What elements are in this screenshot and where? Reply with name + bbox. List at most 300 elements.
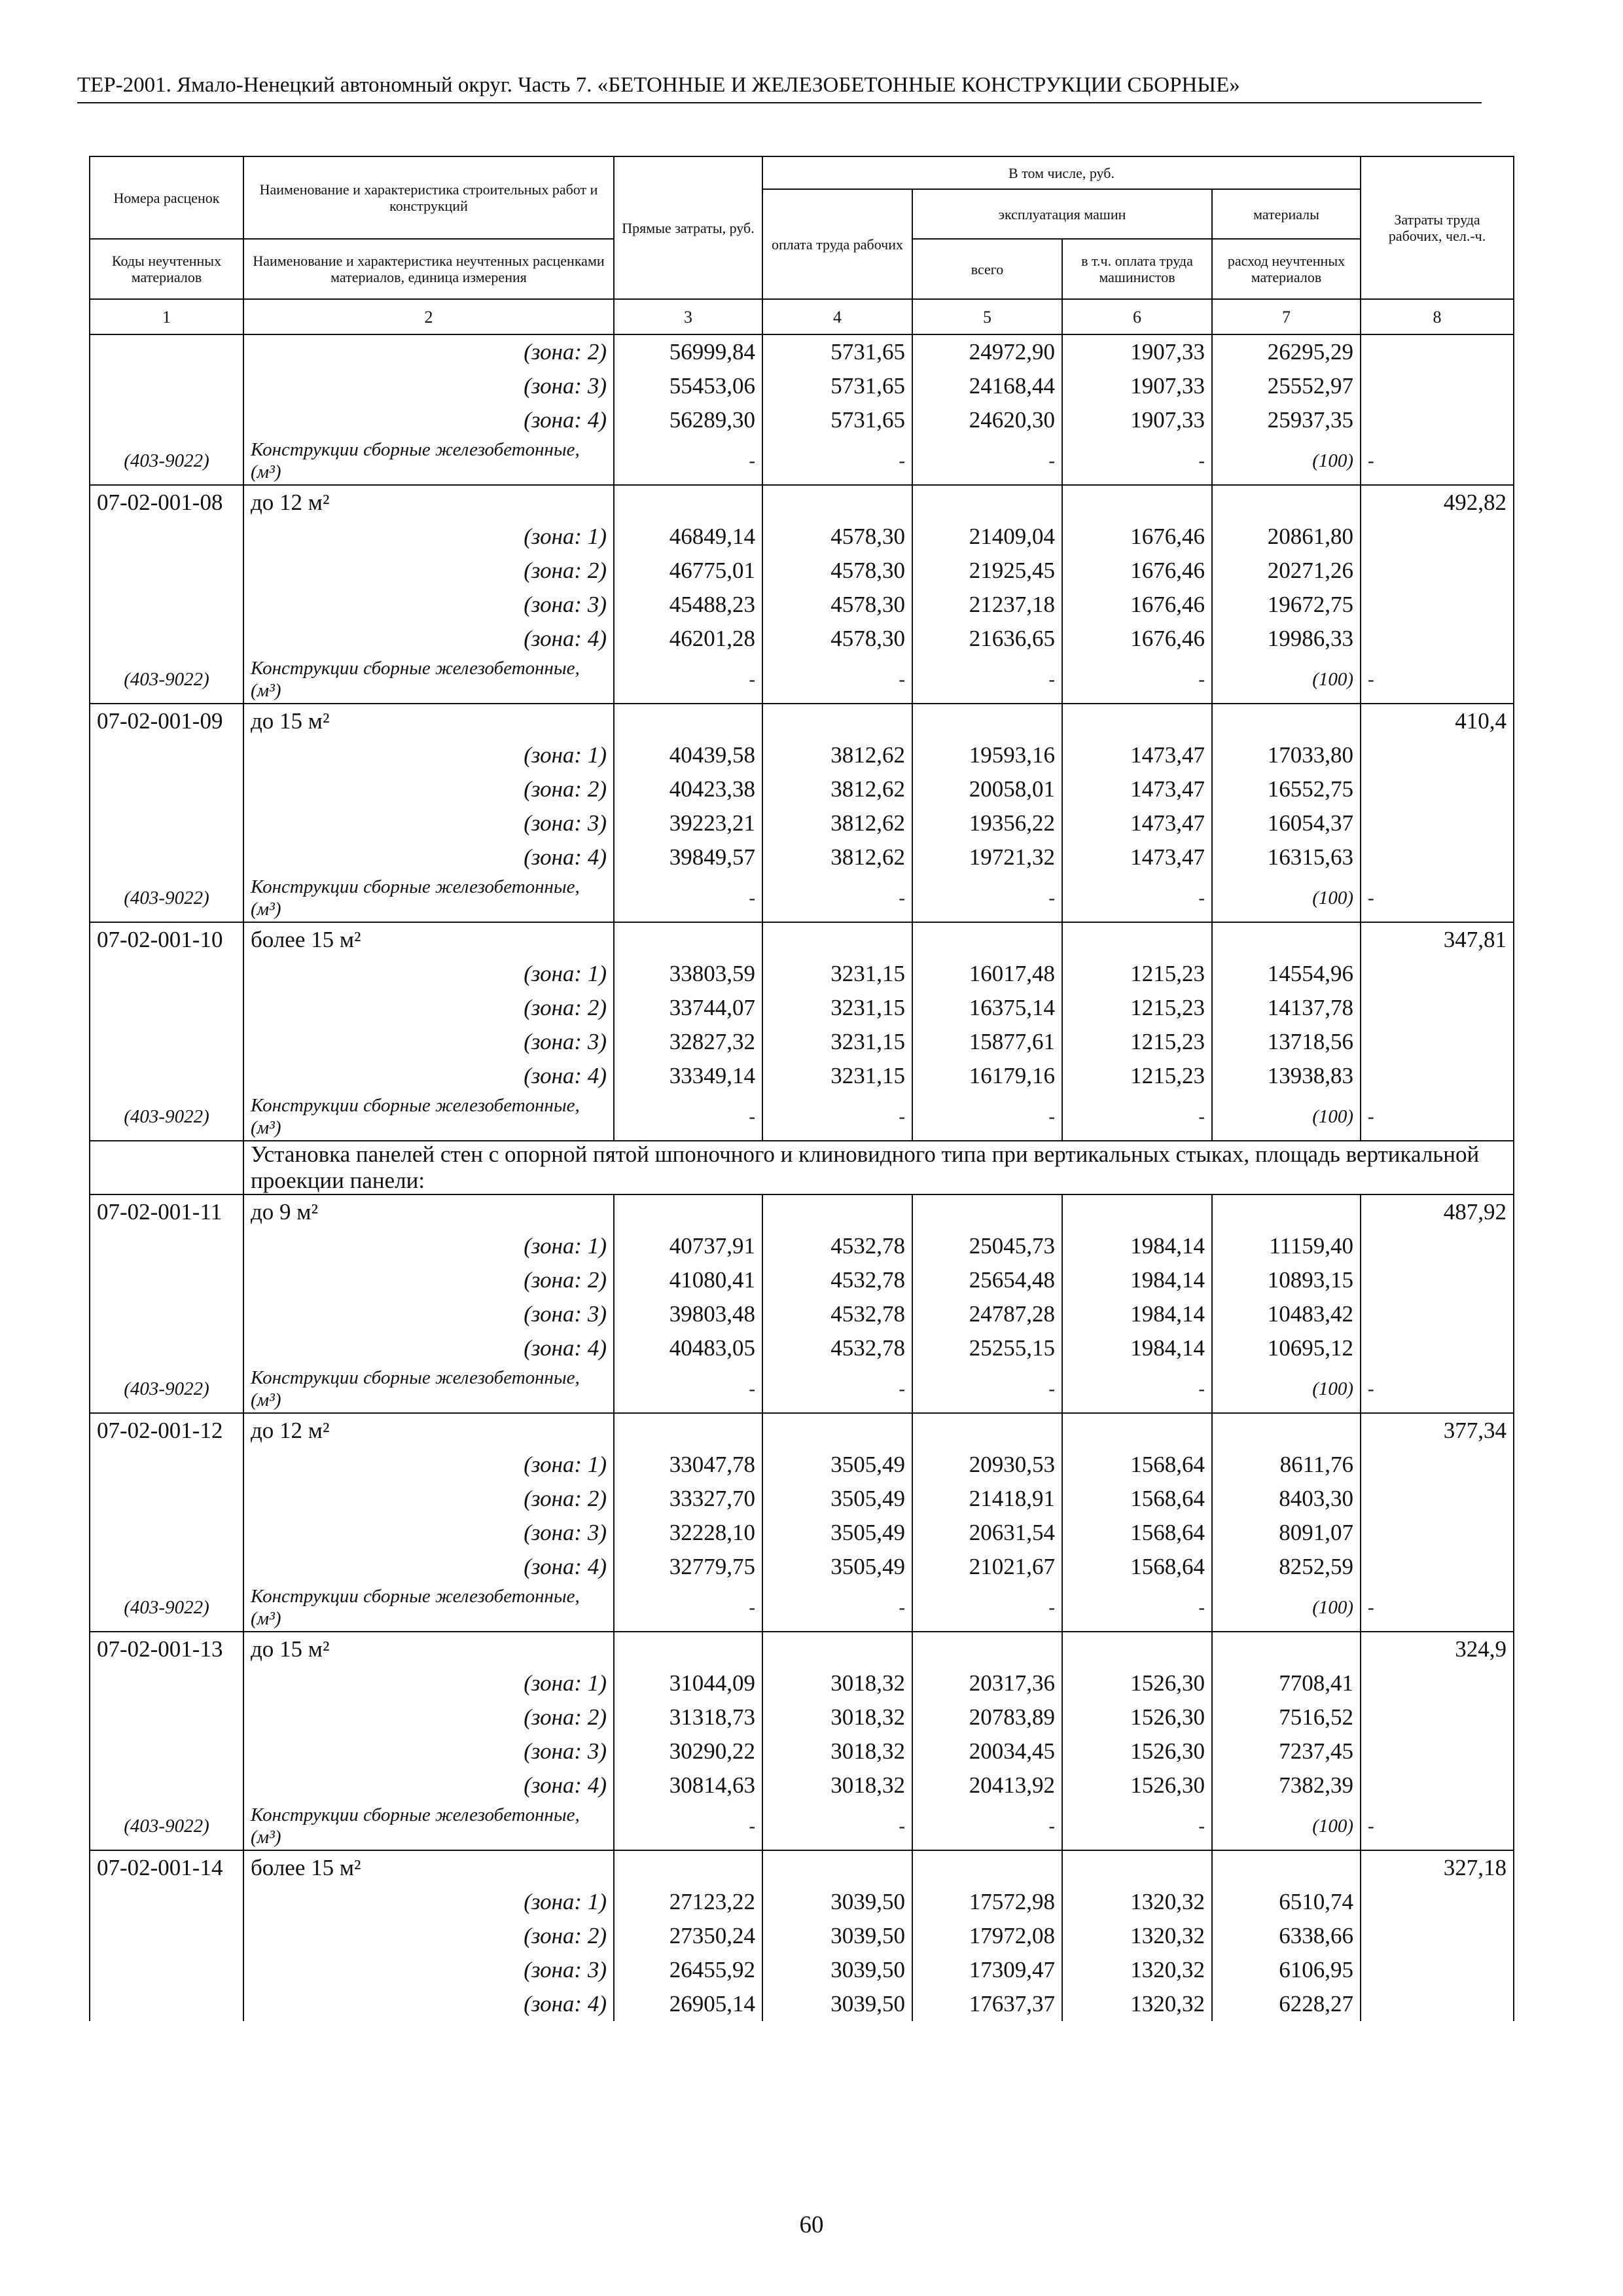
- empty-cell: [90, 1953, 243, 1987]
- machines-total-value: 17637,37: [912, 1987, 1062, 2021]
- machines-total-value: 25045,73: [912, 1229, 1062, 1263]
- operators-pay-value: 1984,14: [1062, 1331, 1212, 1365]
- machines-total-value: 16017,48: [912, 957, 1062, 991]
- operators-pay-value: 1473,47: [1062, 806, 1212, 840]
- workers-pay-value: 3039,50: [762, 1987, 912, 2021]
- empty-cell: [1361, 334, 1514, 369]
- rate-row: [90, 922, 1514, 957]
- labor-costs-value: 347,81: [1361, 922, 1514, 957]
- direct-costs-value: 27123,22: [614, 1885, 762, 1919]
- zone-label: (зона: 2): [243, 772, 614, 806]
- empty-cell: [1361, 403, 1514, 437]
- operators-pay-value: 1907,33: [1062, 403, 1212, 437]
- direct-costs-value: 33803,59: [614, 957, 762, 991]
- zone-row: [90, 1297, 1514, 1331]
- material-row: [90, 874, 1514, 922]
- rate-name: до 15 м²: [243, 1632, 614, 1666]
- empty-cell: [912, 1850, 1062, 1885]
- operators-pay-value: 1984,14: [1062, 1263, 1212, 1297]
- workers-pay-value: 4578,30: [762, 520, 912, 554]
- machines-total-value: 21418,91: [912, 1482, 1062, 1516]
- zone-row: [90, 520, 1514, 554]
- material-code: (403-9022): [90, 1584, 243, 1632]
- material-name: Конструкции сборные железобетонные, (м³): [243, 1803, 614, 1850]
- zone-label: (зона: 3): [243, 1953, 614, 1987]
- operators-pay-value: 1526,30: [1062, 1734, 1212, 1768]
- empty-cell: [90, 1448, 243, 1482]
- operators-pay-value: 1676,46: [1062, 520, 1212, 554]
- empty-cell: [90, 1482, 243, 1516]
- direct-costs-value: 40423,38: [614, 772, 762, 806]
- dash-value: -: [614, 1803, 762, 1850]
- machines-total-value: 20034,45: [912, 1734, 1062, 1768]
- zone-label: (зона: 4): [243, 1331, 614, 1365]
- direct-costs-value: 39223,21: [614, 806, 762, 840]
- operators-pay-value: 1676,46: [1062, 622, 1212, 656]
- zone-row: [90, 1734, 1514, 1768]
- empty-cell: [90, 554, 243, 588]
- empty-cell: [1361, 957, 1514, 991]
- rate-code: 07-02-001-08: [90, 485, 243, 520]
- dash-value: -: [1062, 874, 1212, 922]
- empty-cell: [90, 1141, 243, 1194]
- workers-pay-value: 3231,15: [762, 1059, 912, 1093]
- direct-costs-value: 56999,84: [614, 334, 762, 369]
- empty-cell: [90, 991, 243, 1025]
- materials-value: 25937,35: [1212, 403, 1361, 437]
- empty-cell: [1212, 1194, 1361, 1229]
- zone-row: [90, 738, 1514, 772]
- header-operators-pay: в т.ч. оплата труда машинистов: [1062, 239, 1212, 299]
- zone-row: [90, 622, 1514, 656]
- empty-cell: [90, 806, 243, 840]
- header-work-name: Наименование и характеристика строительных работ и конструкций: [243, 156, 614, 239]
- dash-value: -: [912, 874, 1062, 922]
- empty-cell: [762, 1194, 912, 1229]
- machines-total-value: 20317,36: [912, 1666, 1062, 1700]
- materials-value: 13938,83: [1212, 1059, 1361, 1093]
- empty-cell: [90, 1331, 243, 1365]
- column-number: 8: [1361, 299, 1514, 334]
- empty-cell: [1062, 922, 1212, 957]
- empty-cell: [762, 1413, 912, 1448]
- operators-pay-value: 1526,30: [1062, 1700, 1212, 1734]
- empty-cell: [1361, 1919, 1514, 1953]
- empty-cell: [614, 704, 762, 738]
- column-number: 7: [1212, 299, 1361, 334]
- zone-label: (зона: 1): [243, 520, 614, 554]
- empty-cell: [90, 1666, 243, 1700]
- empty-cell: [90, 1885, 243, 1919]
- direct-costs-value: 45488,23: [614, 588, 762, 622]
- zone-row: [90, 1987, 1514, 2021]
- workers-pay-value: 3018,32: [762, 1700, 912, 1734]
- empty-cell: [762, 1632, 912, 1666]
- rate-code: 07-02-001-10: [90, 922, 243, 957]
- empty-cell: [1212, 1850, 1361, 1885]
- zone-row: [90, 1025, 1514, 1059]
- dash-value: -: [1361, 1803, 1514, 1850]
- empty-cell: [1361, 806, 1514, 840]
- dash-value: -: [614, 1584, 762, 1632]
- empty-cell: [1361, 1297, 1514, 1331]
- zone-label: (зона: 1): [243, 1885, 614, 1919]
- workers-pay-value: 5731,65: [762, 369, 912, 403]
- workers-pay-value: 5731,65: [762, 334, 912, 369]
- section-title: Установка панелей стен с опорной пятой шпоночного и клиновидного типа при вертикальных стыках, площадь вертикальной проекции панели:: [243, 1141, 1514, 1194]
- materials-value: 6510,74: [1212, 1885, 1361, 1919]
- workers-pay-value: 3231,15: [762, 1025, 912, 1059]
- zone-row: [90, 1331, 1514, 1365]
- direct-costs-value: 31044,09: [614, 1666, 762, 1700]
- header-materials: материалы: [1212, 189, 1361, 239]
- column-number: 5: [912, 299, 1062, 334]
- labor-costs-value: 487,92: [1361, 1194, 1514, 1229]
- empty-cell: [90, 1297, 243, 1331]
- zone-row: [90, 1885, 1514, 1919]
- materials-value: 8252,59: [1212, 1550, 1361, 1584]
- machines-total-value: 20783,89: [912, 1700, 1062, 1734]
- dash-value: -: [762, 1803, 912, 1850]
- rate-row: [90, 485, 1514, 520]
- direct-costs-value: 30290,22: [614, 1734, 762, 1768]
- workers-pay-value: 3039,50: [762, 1885, 912, 1919]
- machines-total-value: 17309,47: [912, 1953, 1062, 1987]
- workers-pay-value: 4532,78: [762, 1297, 912, 1331]
- machines-total-value: 20930,53: [912, 1448, 1062, 1482]
- material-row: [90, 1365, 1514, 1413]
- header-including: В том числе, руб.: [762, 156, 1361, 189]
- material-percent: (100): [1212, 1093, 1361, 1141]
- labor-costs-value: 410,4: [1361, 704, 1514, 738]
- empty-cell: [912, 485, 1062, 520]
- direct-costs-value: 33047,78: [614, 1448, 762, 1482]
- materials-value: 7516,52: [1212, 1700, 1361, 1734]
- zone-row: [90, 1700, 1514, 1734]
- machines-total-value: 21636,65: [912, 622, 1062, 656]
- materials-value: 8091,07: [1212, 1516, 1361, 1550]
- page-number: 60: [799, 2212, 824, 2238]
- rate-row: [90, 1850, 1514, 1885]
- header-labor-costs: Затраты труда рабочих, чел.-ч.: [1361, 156, 1514, 299]
- empty-cell: [1062, 1194, 1212, 1229]
- workers-pay-value: 3812,62: [762, 806, 912, 840]
- empty-cell: [1361, 520, 1514, 554]
- zone-row: [90, 1768, 1514, 1803]
- dash-value: -: [762, 1365, 912, 1413]
- dash-value: -: [1062, 1365, 1212, 1413]
- machines-total-value: 21409,04: [912, 520, 1062, 554]
- machines-total-value: 21237,18: [912, 588, 1062, 622]
- material-row: [90, 1093, 1514, 1141]
- machines-total-value: 20058,01: [912, 772, 1062, 806]
- zone-row: [90, 1666, 1514, 1700]
- machines-total-value: 25654,48: [912, 1263, 1062, 1297]
- materials-value: 10893,15: [1212, 1263, 1361, 1297]
- empty-cell: [90, 957, 243, 991]
- column-number: 4: [762, 299, 912, 334]
- zone-label: (зона: 3): [243, 369, 614, 403]
- workers-pay-value: 3231,15: [762, 957, 912, 991]
- dash-value: -: [762, 1093, 912, 1141]
- empty-cell: [762, 922, 912, 957]
- empty-cell: [1361, 738, 1514, 772]
- materials-value: 8403,30: [1212, 1482, 1361, 1516]
- zone-label: (зона: 2): [243, 1700, 614, 1734]
- operators-pay-value: 1215,23: [1062, 957, 1212, 991]
- material-percent: (100): [1212, 1584, 1361, 1632]
- empty-cell: [90, 1025, 243, 1059]
- empty-cell: [90, 622, 243, 656]
- zone-label: (зона: 4): [243, 1768, 614, 1803]
- zone-label: (зона: 4): [243, 1987, 614, 2021]
- zone-label: (зона: 4): [243, 840, 614, 874]
- material-row: [90, 656, 1514, 704]
- material-name: Конструкции сборные железобетонные, (м³): [243, 1093, 614, 1141]
- rate-name: более 15 м²: [243, 922, 614, 957]
- dash-value: -: [912, 1093, 1062, 1141]
- machines-total-value: 20413,92: [912, 1768, 1062, 1803]
- rate-row: [90, 1632, 1514, 1666]
- empty-cell: [1212, 704, 1361, 738]
- empty-cell: [1361, 1700, 1514, 1734]
- materials-value: 6106,95: [1212, 1953, 1361, 1987]
- zone-row: [90, 369, 1514, 403]
- empty-cell: [1361, 588, 1514, 622]
- empty-cell: [1361, 1331, 1514, 1365]
- dash-value: -: [1361, 1584, 1514, 1632]
- empty-cell: [1212, 922, 1361, 957]
- dash-value: -: [614, 656, 762, 704]
- page-header: ТЕР-2001. Ямало-Ненецкий автономный округ. Часть 7. «БЕТОННЫЕ И ЖЕЛЕЗОБЕТОННЫЕ КОНСТРУКЦИИ СБОРНЫЕ»: [77, 71, 1482, 103]
- header-materials-usage: расход неучтенных материалов: [1212, 239, 1361, 299]
- operators-pay-value: 1215,23: [1062, 991, 1212, 1025]
- empty-cell: [90, 1059, 243, 1093]
- empty-cell: [90, 403, 243, 437]
- machines-total-value: 17972,08: [912, 1919, 1062, 1953]
- direct-costs-value: 27350,24: [614, 1919, 762, 1953]
- empty-cell: [912, 1194, 1062, 1229]
- material-name: Конструкции сборные железобетонные, (м³): [243, 874, 614, 922]
- dash-value: -: [1361, 1093, 1514, 1141]
- empty-cell: [1062, 1632, 1212, 1666]
- materials-value: 19986,33: [1212, 622, 1361, 656]
- material-code: (403-9022): [90, 1093, 243, 1141]
- rate-code: 07-02-001-13: [90, 1632, 243, 1666]
- zone-label: (зона: 4): [243, 403, 614, 437]
- header-workers-pay: оплата труда рабочих: [762, 189, 912, 299]
- dash-value: -: [1361, 437, 1514, 485]
- direct-costs-value: 46201,28: [614, 622, 762, 656]
- materials-value: 14554,96: [1212, 957, 1361, 991]
- workers-pay-value: 4532,78: [762, 1263, 912, 1297]
- workers-pay-value: 3505,49: [762, 1516, 912, 1550]
- materials-value: 16054,37: [1212, 806, 1361, 840]
- direct-costs-value: 26455,92: [614, 1953, 762, 1987]
- material-code: (403-9022): [90, 437, 243, 485]
- zone-row: [90, 403, 1514, 437]
- zone-label: (зона: 2): [243, 991, 614, 1025]
- direct-costs-value: 32827,32: [614, 1025, 762, 1059]
- empty-cell: [90, 588, 243, 622]
- zone-label: (зона: 2): [243, 554, 614, 588]
- material-code: (403-9022): [90, 1803, 243, 1850]
- empty-cell: [1062, 1413, 1212, 1448]
- zone-row: [90, 588, 1514, 622]
- direct-costs-value: 40737,91: [614, 1229, 762, 1263]
- header-direct-costs: Прямые затраты, руб.: [614, 156, 762, 299]
- dash-value: -: [1062, 437, 1212, 485]
- empty-cell: [912, 1632, 1062, 1666]
- direct-costs-value: 56289,30: [614, 403, 762, 437]
- operators-pay-value: 1320,32: [1062, 1919, 1212, 1953]
- direct-costs-value: 32779,75: [614, 1550, 762, 1584]
- labor-costs-value: 327,18: [1361, 1850, 1514, 1885]
- empty-cell: [90, 738, 243, 772]
- rate-row: [90, 1413, 1514, 1448]
- rate-code: 07-02-001-11: [90, 1194, 243, 1229]
- zone-row: [90, 957, 1514, 991]
- machines-total-value: 19721,32: [912, 840, 1062, 874]
- direct-costs-value: 46849,14: [614, 520, 762, 554]
- empty-cell: [1361, 1263, 1514, 1297]
- machines-total-value: 19593,16: [912, 738, 1062, 772]
- operators-pay-value: 1568,64: [1062, 1482, 1212, 1516]
- material-name: Конструкции сборные железобетонные, (м³): [243, 437, 614, 485]
- operators-pay-value: 1907,33: [1062, 369, 1212, 403]
- dash-value: -: [1062, 1803, 1212, 1850]
- workers-pay-value: 3018,32: [762, 1734, 912, 1768]
- zone-label: (зона: 1): [243, 1229, 614, 1263]
- operators-pay-value: 1526,30: [1062, 1768, 1212, 1803]
- machines-total-value: 17572,98: [912, 1885, 1062, 1919]
- empty-cell: [1361, 1953, 1514, 1987]
- empty-cell: [90, 1987, 243, 2021]
- workers-pay-value: 3812,62: [762, 840, 912, 874]
- empty-cell: [90, 1919, 243, 1953]
- zone-label: (зона: 3): [243, 588, 614, 622]
- dash-value: -: [1062, 656, 1212, 704]
- workers-pay-value: 3018,32: [762, 1666, 912, 1700]
- table-body: [90, 334, 1514, 2021]
- empty-cell: [614, 1632, 762, 1666]
- material-row: [90, 1584, 1514, 1632]
- zone-row: [90, 554, 1514, 588]
- zone-label: (зона: 1): [243, 738, 614, 772]
- direct-costs-value: 40483,05: [614, 1331, 762, 1365]
- direct-costs-value: 33744,07: [614, 991, 762, 1025]
- dash-value: -: [762, 1584, 912, 1632]
- empty-cell: [912, 1413, 1062, 1448]
- materials-value: 19672,75: [1212, 588, 1361, 622]
- zone-label: (зона: 2): [243, 1919, 614, 1953]
- empty-cell: [1361, 991, 1514, 1025]
- zone-row: [90, 334, 1514, 369]
- empty-cell: [1361, 1448, 1514, 1482]
- column-number: 1: [90, 299, 243, 334]
- workers-pay-value: 5731,65: [762, 403, 912, 437]
- direct-costs-value: 55453,06: [614, 369, 762, 403]
- material-code: (403-9022): [90, 656, 243, 704]
- materials-value: 7708,41: [1212, 1666, 1361, 1700]
- zone-row: [90, 806, 1514, 840]
- empty-cell: [1361, 369, 1514, 403]
- operators-pay-value: 1215,23: [1062, 1025, 1212, 1059]
- zone-label: (зона: 2): [243, 334, 614, 369]
- empty-cell: [1361, 1482, 1514, 1516]
- labor-costs-value: 324,9: [1361, 1632, 1514, 1666]
- workers-pay-value: 3039,50: [762, 1953, 912, 1987]
- dash-value: -: [614, 1365, 762, 1413]
- material-name: Конструкции сборные железобетонные, (м³): [243, 656, 614, 704]
- zone-label: (зона: 1): [243, 1448, 614, 1482]
- empty-cell: [614, 1194, 762, 1229]
- operators-pay-value: 1568,64: [1062, 1516, 1212, 1550]
- rate-code: 07-02-001-09: [90, 704, 243, 738]
- empty-cell: [90, 369, 243, 403]
- empty-cell: [614, 922, 762, 957]
- column-number: 3: [614, 299, 762, 334]
- empty-cell: [1361, 840, 1514, 874]
- empty-cell: [1062, 1850, 1212, 1885]
- operators-pay-value: 1473,47: [1062, 738, 1212, 772]
- zone-label: (зона: 3): [243, 806, 614, 840]
- operators-pay-value: 1984,14: [1062, 1297, 1212, 1331]
- empty-cell: [762, 1850, 912, 1885]
- operators-pay-value: 1568,64: [1062, 1448, 1212, 1482]
- empty-cell: [1361, 1516, 1514, 1550]
- machines-total-value: 15877,61: [912, 1025, 1062, 1059]
- machines-total-value: 19356,22: [912, 806, 1062, 840]
- labor-costs-value: 377,34: [1361, 1413, 1514, 1448]
- empty-cell: [1361, 1885, 1514, 1919]
- workers-pay-value: 3812,62: [762, 772, 912, 806]
- rate-code: 07-02-001-14: [90, 1850, 243, 1885]
- header-machines-total: всего: [912, 239, 1062, 299]
- operators-pay-value: 1984,14: [1062, 1229, 1212, 1263]
- rate-name: до 15 м²: [243, 704, 614, 738]
- materials-value: 7382,39: [1212, 1768, 1361, 1803]
- dash-value: -: [912, 656, 1062, 704]
- dash-value: -: [614, 437, 762, 485]
- rate-row: [90, 1194, 1514, 1229]
- dash-value: -: [1062, 1093, 1212, 1141]
- workers-pay-value: 4532,78: [762, 1331, 912, 1365]
- machines-total-value: 24972,90: [912, 334, 1062, 369]
- rate-row: [90, 704, 1514, 738]
- operators-pay-value: 1320,32: [1062, 1987, 1212, 2021]
- dash-value: -: [1361, 1365, 1514, 1413]
- materials-value: 16315,63: [1212, 840, 1361, 874]
- empty-cell: [90, 1768, 243, 1803]
- machines-total-value: 24168,44: [912, 369, 1062, 403]
- operators-pay-value: 1320,32: [1062, 1885, 1212, 1919]
- zone-label: (зона: 3): [243, 1734, 614, 1768]
- machines-total-value: 16375,14: [912, 991, 1062, 1025]
- empty-cell: [1361, 554, 1514, 588]
- workers-pay-value: 4578,30: [762, 554, 912, 588]
- direct-costs-value: 33349,14: [614, 1059, 762, 1093]
- workers-pay-value: 4578,30: [762, 588, 912, 622]
- material-row: [90, 437, 1514, 485]
- zone-label: (зона: 3): [243, 1297, 614, 1331]
- empty-cell: [90, 840, 243, 874]
- operators-pay-value: 1907,33: [1062, 334, 1212, 369]
- workers-pay-value: 4532,78: [762, 1229, 912, 1263]
- workers-pay-value: 3505,49: [762, 1482, 912, 1516]
- empty-cell: [1062, 704, 1212, 738]
- zone-row: [90, 1263, 1514, 1297]
